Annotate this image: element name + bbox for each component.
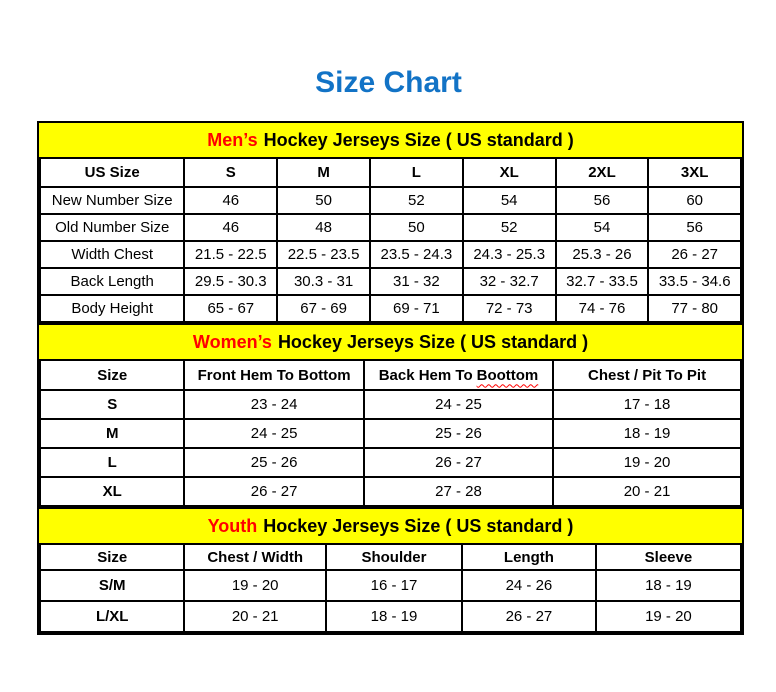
data-cell: 24 - 25 [184,419,363,448]
data-cell: 69 - 71 [370,295,463,322]
womens-heading-highlight: Women’s [192,331,272,352]
data-cell: 25.3 - 26 [556,241,649,268]
youth-section-header [39,507,742,543]
data-cell: 50 [277,187,370,214]
data-cell: 24.3 - 25.3 [463,241,556,268]
table-row [40,448,741,477]
page-title: Size Chart [315,66,462,99]
header-cell: Front Hem To Bottom [184,360,363,390]
data-cell: 26 - 27 [648,241,741,268]
header-cell: XL [463,158,556,187]
youth-size-table [39,543,742,633]
data-cell: 23 - 24 [184,390,363,419]
data-cell: 18 - 19 [596,570,741,601]
header-cell: L [370,158,463,187]
data-cell: 67 - 69 [277,295,370,322]
table-row [40,295,741,322]
youth-header-row [40,544,741,570]
data-cell: 72 - 73 [463,295,556,322]
header-cell: S [184,158,277,187]
data-cell: 77 - 80 [648,295,741,322]
data-cell: 32.7 - 33.5 [556,268,649,295]
table-row [40,214,741,241]
row-label: L [40,448,184,477]
row-label: Old Number Size [40,214,184,241]
table-row [40,187,741,214]
data-cell: 17 - 18 [553,390,741,419]
youth-heading-highlight: Youth [207,515,258,536]
data-cell: 20 - 21 [184,601,326,632]
data-cell: 22.5 - 23.5 [277,241,370,268]
header-cell: 3XL [648,158,741,187]
mens-header-row [40,158,741,187]
table-row [40,241,741,268]
row-label: Width Chest [40,241,184,268]
data-cell: 24 - 26 [462,570,596,601]
table-row [40,390,741,419]
data-cell: 56 [648,214,741,241]
header-cell-text: Back Hem To [378,366,473,384]
data-cell: 31 - 32 [370,268,463,295]
table-row [40,419,741,448]
row-label: S/M [40,570,184,601]
row-label: L/XL [40,601,184,632]
row-label: S [40,390,184,419]
data-cell: 46 [184,214,277,241]
data-cell: 60 [648,187,741,214]
header-cell: Size [40,544,184,570]
data-cell: 54 [463,187,556,214]
data-cell: 16 - 17 [326,570,462,601]
header-cell: 2XL [556,158,649,187]
data-cell: 26 - 27 [462,601,596,632]
header-cell: Shoulder [326,544,462,570]
data-cell: 25 - 26 [184,448,363,477]
data-cell: 46 [184,187,277,214]
data-cell: 30.3 - 31 [277,268,370,295]
row-label: XL [40,477,184,506]
row-label: Back Length [40,268,184,295]
header-cell: Chest / Pit To Pit [553,360,741,390]
mens-heading-text: Hockey Jerseys Size ( US standard ) [263,129,574,150]
table-row [40,601,741,632]
data-cell: 23.5 - 24.3 [370,241,463,268]
header-cell: M [277,158,370,187]
data-cell: 18 - 19 [326,601,462,632]
data-cell: 48 [277,214,370,241]
misspelled-word: Boottom [476,366,539,384]
data-cell: 19 - 20 [596,601,741,632]
header-cell: US Size [40,158,184,187]
womens-size-table [39,359,742,507]
mens-size-table [39,157,742,323]
header-cell: Chest / Width [184,544,326,570]
data-cell: 50 [370,214,463,241]
mens-section-header [39,123,742,157]
header-cell [364,360,553,390]
data-cell: 65 - 67 [184,295,277,322]
size-chart-tables [37,121,744,635]
data-cell: 25 - 26 [364,419,553,448]
data-cell: 19 - 20 [553,448,741,477]
header-cell: Sleeve [596,544,741,570]
data-cell: 26 - 27 [184,477,363,506]
data-cell: 19 - 20 [184,570,326,601]
data-cell: 26 - 27 [364,448,553,477]
data-cell: 27 - 28 [364,477,553,506]
data-cell: 21.5 - 22.5 [184,241,277,268]
youth-heading-text: Hockey Jerseys Size ( US standard ) [263,515,574,536]
data-cell: 74 - 76 [556,295,649,322]
data-cell: 29.5 - 30.3 [184,268,277,295]
table-row [40,268,741,295]
data-cell: 54 [556,214,649,241]
data-cell: 56 [556,187,649,214]
row-label: New Number Size [40,187,184,214]
womens-heading-text: Hockey Jerseys Size ( US standard ) [277,331,589,352]
data-cell: 20 - 21 [553,477,741,506]
data-cell: 24 - 25 [364,390,553,419]
data-cell: 32 - 32.7 [463,268,556,295]
mens-heading-highlight: Men’s [207,129,258,150]
womens-header-row [40,360,741,390]
data-cell: 52 [370,187,463,214]
data-cell: 18 - 19 [553,419,741,448]
womens-section-header [39,323,742,359]
header-cell: Size [40,360,184,390]
data-cell: 33.5 - 34.6 [648,268,741,295]
data-cell: 52 [463,214,556,241]
row-label: Body Height [40,295,184,322]
table-row [40,570,741,601]
header-cell: Length [462,544,596,570]
table-row [40,477,741,506]
row-label: M [40,419,184,448]
